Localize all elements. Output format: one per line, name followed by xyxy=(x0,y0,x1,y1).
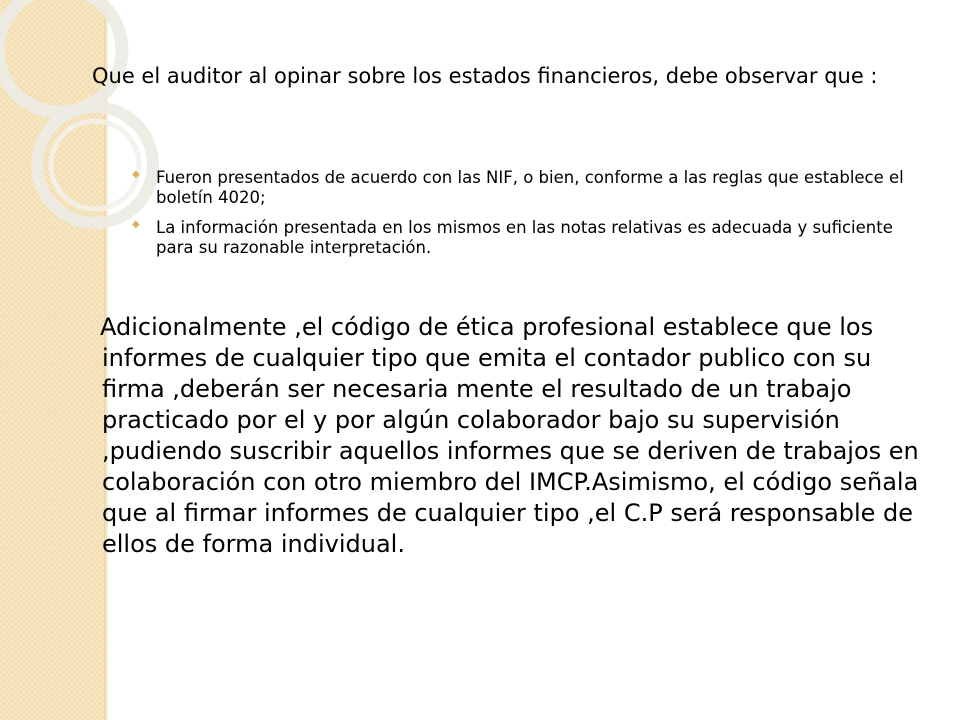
list-item xyxy=(132,168,912,208)
bullet-text: Fueron presentados de acuerdo con las NIF, o bien, conforme a las reglas que establece el boletín 4020; xyxy=(156,168,904,207)
small-diamond-bullet-icon: ◆ xyxy=(132,169,140,180)
list-item xyxy=(132,218,912,258)
bullet-text: La información presentada en los mismos en las notas relativas es adecuada y suficiente para su razonable interpretación. xyxy=(156,218,893,257)
main-paragraph: Adicionalmente ,el código de ética profesional establece que los informes de cualquier tipo que emita el contador publico con su firma ,deberán ser necesaria mente el resultado de un trabajo practicado por el y por algún colaborador bajo su supervisión ,pudiendo suscribir aquellos informes que se deriven de trabajos en colaboración con otro miembro del IMCP.Asimismo, el código señala que al firmar informes de cualquier tipo ,el C.P será responsable de ellos de forma individual. xyxy=(100,313,919,558)
small-diamond-bullet-icon: ◆ xyxy=(132,219,140,230)
lead-text: Que el auditor al opinar sobre los estados financieros, debe observar que : xyxy=(92,64,878,88)
bullet-list xyxy=(132,168,912,268)
